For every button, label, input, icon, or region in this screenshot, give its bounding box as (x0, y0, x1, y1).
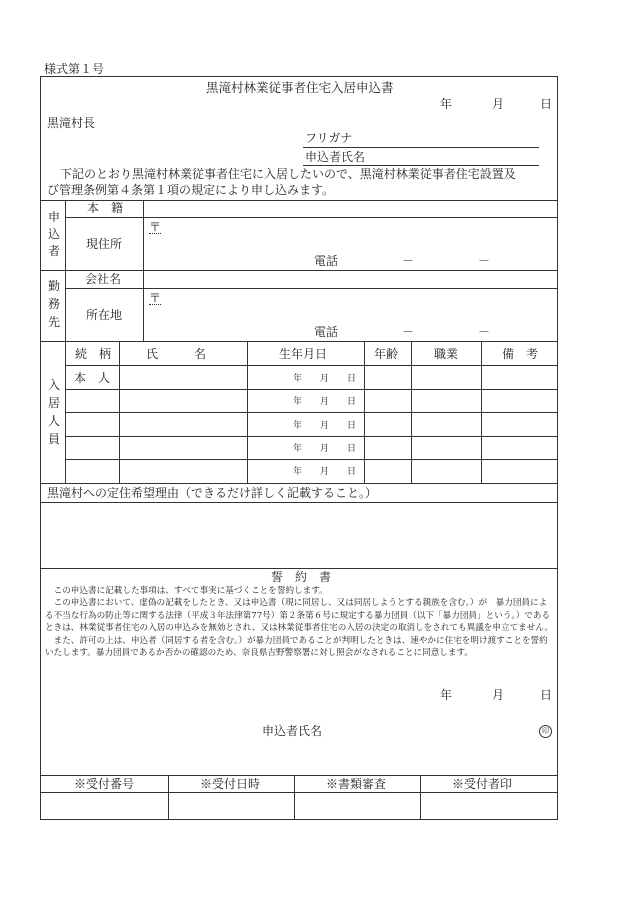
document-review-label: ※書類審査 (326, 777, 387, 791)
intro-line-2: び管理条例第４条第１項の規定により申し込みます。 (47, 183, 335, 197)
receiver-seal-label: ※受付者印 (452, 777, 513, 791)
workplace-postal-mark: 〒 (149, 291, 162, 305)
divider (41, 270, 557, 271)
workplace-section-label-2: 務 (48, 297, 61, 311)
pledge-paragraph-3: また、許可の上は、申込者（同居する者を含む。）が暴力団員であることが判明したときは、速やかに住宅を明け渡すことを誓約いたします。暴力団員であるか否かの確認のため、奈良県吉野警察署に対し照会がなされることに同意します。 (45, 635, 548, 659)
column-header-relation: 続 柄 (75, 347, 112, 361)
birth-day-unit: 日 (347, 467, 357, 477)
divider (41, 568, 557, 569)
divider (41, 502, 557, 503)
workplace-section-label-3: 先 (48, 315, 61, 329)
pledge-applicant-name-label: 申込者氏名 (262, 724, 323, 738)
pledge-paragraph-2: この申込書において、虚偽の記載をしたとき、又は申込書（現に同居し、又は同居しようとする親族を含む。）が 暴力団員による不当な行為の防止等に関する法律（平成３年法律第77号）第２条第６号に規定する暴力団員（以下「暴力団員」という。）であるときは、林業従事者住宅の入居の申込みを無効とされ、又は林業従事者住宅の入居の決定の取消しをされても異議を申立てません。 (45, 598, 554, 634)
divider (65, 365, 557, 366)
divider (65, 436, 557, 437)
furigana-underline (303, 147, 539, 148)
divider (294, 775, 295, 819)
form-number: 様式第１号 (44, 62, 105, 76)
applicant-phone-dash-1: － (402, 254, 415, 268)
workplace-phone-dash-2: － (478, 325, 491, 339)
residents-section-label-1: 入 (48, 378, 61, 392)
workplace-phone-dash-1: － (402, 325, 415, 339)
divider (41, 792, 557, 793)
pledge-date-month: 月 (492, 688, 505, 702)
header-date-day: 日 (540, 97, 553, 111)
column-header-remarks: 備 考 (502, 347, 539, 361)
applicant-section-label-1: 申 (48, 210, 61, 224)
company-location-label: 所在地 (86, 308, 123, 322)
divider (168, 775, 169, 819)
birth-month-unit: 月 (320, 467, 330, 477)
residents-section-label-3: 人 (48, 414, 61, 428)
current-address-label: 現住所 (86, 237, 123, 251)
column-header-age: 年齢 (374, 347, 399, 361)
applicant-section-label-2: 込 (48, 227, 61, 241)
pledge-body (45, 585, 555, 659)
applicant-phone-label: 電話 (314, 254, 339, 268)
pledge-date-day: 日 (540, 688, 553, 702)
header-date-month: 月 (492, 97, 505, 111)
pledge-paragraph-1: この申込書に記載した事項は、すべて事実に基づくことを誓約します。 (53, 586, 328, 596)
reception-number-label: ※受付番号 (74, 777, 135, 791)
intro-line-1: 下記のとおり黒滝村林業従事者住宅に入居したいので、黒滝村林業従事者住宅設置及 (60, 167, 516, 181)
furigana-label: フリガナ (305, 131, 353, 145)
column-header-birthdate: 生年月日 (279, 347, 328, 361)
form-title: 黒滝村林業従事者住宅入居申込書 (206, 80, 394, 95)
pledge-date-year: 年 (440, 688, 453, 702)
applicant-name-label: 申込者氏名 (305, 150, 366, 164)
applicant-section-label-3: 者 (48, 244, 61, 258)
divider (65, 389, 557, 390)
birth-year-unit: 年 (293, 374, 303, 384)
birth-month-unit: 月 (320, 397, 330, 407)
birth-month-unit: 月 (320, 421, 330, 431)
column-header-occupation: 職業 (434, 347, 459, 361)
divider (41, 775, 557, 776)
first-relation-self: 本 人 (74, 371, 111, 385)
workplace-section-label-1: 勤 (48, 279, 61, 293)
birth-day-unit: 日 (347, 374, 357, 384)
residents-section-label-2: 居 (48, 396, 61, 410)
divider (65, 459, 557, 460)
residence-reason-label: 黒滝村への定住希望理由（できるだけ詳しく記載すること。） (47, 486, 378, 500)
company-name-label: 会社名 (85, 272, 122, 286)
applicant-phone-dash-2: － (478, 254, 491, 268)
pledge-title: 誓 約 書 (271, 570, 332, 584)
birth-month-unit: 月 (320, 374, 330, 384)
birth-month-unit: 月 (320, 444, 330, 454)
workplace-phone-label: 電話 (314, 325, 339, 339)
birth-year-unit: 年 (293, 421, 303, 431)
birth-day-unit: 日 (347, 421, 357, 431)
seal-mark: 印 (539, 725, 552, 738)
divider (41, 483, 557, 484)
reception-datetime-label: ※受付日時 (200, 777, 261, 791)
applicant-postal-mark: 〒 (149, 220, 162, 234)
application-form (40, 76, 558, 820)
domicile-label: 本 籍 (87, 201, 124, 215)
divider (65, 412, 557, 413)
birth-year-unit: 年 (293, 467, 303, 477)
birth-day-unit: 日 (347, 397, 357, 407)
divider (420, 775, 421, 819)
divider (65, 288, 557, 289)
postal-code-line (149, 233, 161, 234)
divider (65, 217, 557, 218)
header-date-year: 年 (440, 97, 453, 111)
addressee: 黒滝村長 (47, 116, 96, 130)
birth-day-unit: 日 (347, 444, 357, 454)
name-underline (303, 165, 539, 166)
birth-year-unit: 年 (293, 397, 303, 407)
column-header-name: 氏 名 (146, 347, 207, 361)
residents-section-label-4: 員 (48, 432, 61, 446)
postal-code-line (149, 304, 161, 305)
birth-year-unit: 年 (293, 444, 303, 454)
